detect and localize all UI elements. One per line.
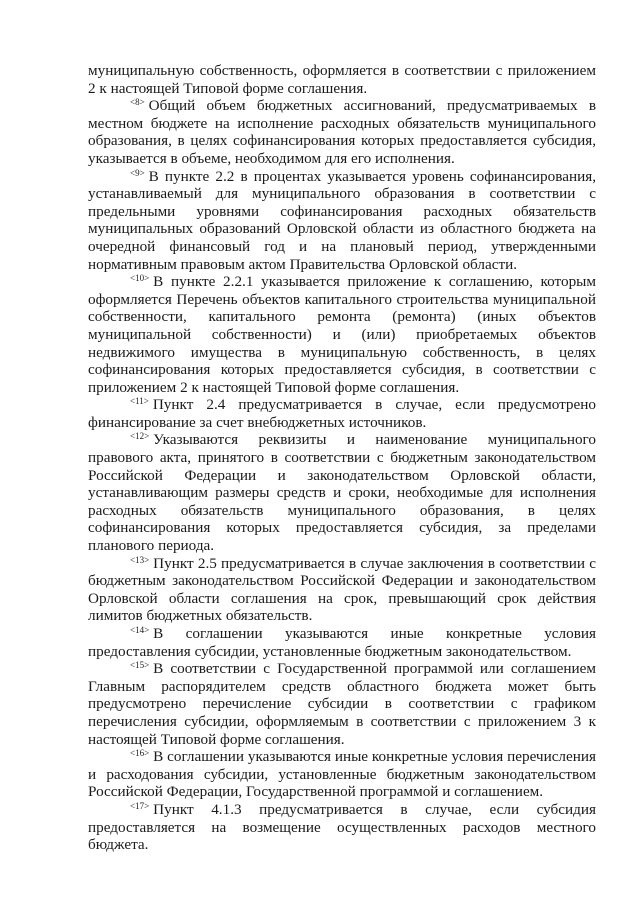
footnote-marker: <10> (130, 273, 150, 284)
footnote-marker: <8> (130, 97, 145, 108)
paragraph-text: В соглашении указываются иные конкретные условия предоставления субсидии, установленные бюджетным законодательством. (88, 625, 596, 660)
paragraph-text: В пункте 2.2 в процентах указывается уровень софинансирования, устанавливаемый для муниципального образования в соответствии с предельными уровнями софинансирования расходных обязательств муниципальных образований Орловской области из областного бюджета на очередной финансовый год и на плановый период, утвержденными нормативным правовым актом Правительства Орловской области. (88, 167, 596, 273)
footnote-marker: <13> (130, 554, 150, 565)
document-page (88, 62, 596, 854)
footnote-9 (88, 168, 596, 274)
paragraph-text: Пункт 4.1.3 предусматривается в случае, если субсидия предоставляется на возмещение осуществленных расходов местного бюджета. (88, 800, 596, 854)
footnote-marker: <9> (130, 167, 145, 178)
footnote-14 (88, 625, 596, 660)
footnote-marker: <16> (130, 748, 150, 759)
paragraph-text: Указываются реквизиты и наименование муниципального правового акта, принятого в соответствии с бюджетным законодательством Российской Федерации и законодательством Орловской области, устанавливающим размеры средств и сроки, необходимые для исполнения расходных обязательств муниципального образования, в целях софинансирования которых предоставляется субсидия, за пределами планового периода. (88, 431, 596, 555)
footnote-17 (88, 801, 596, 854)
paragraph-text: В соглашении указываются иные конкретные условия перечисления и расходования субсидии, установленные бюджетным законодательством Российской Федерации, Государственной программой и соглашением. (88, 748, 596, 801)
footnote-marker: <17> (130, 800, 150, 811)
footnote-13 (88, 555, 596, 625)
footnote-15 (88, 660, 596, 748)
footnote-marker: <11> (130, 396, 149, 407)
footnote-12 (88, 431, 596, 554)
paragraph-text: муниципальную собственность, оформляется в соответствии с приложением 2 к настоящей Типовой форме соглашения. (88, 62, 596, 97)
paragraph-text: Общий объем бюджетных ассигнований, предусматриваемых в местном бюджете на исполнение расходных обязательств муниципального образования, в целях софинансирования которых предоставляется субсидия, указывается в объеме, необходимом для его исполнения. (88, 97, 596, 167)
footnote-11 (88, 396, 596, 431)
paragraph-text: В пункте 2.2.1 указывается приложение к соглашению, которым оформляется Перечень объектов капитального строительства муниципальной собственности, капитального ремонта (ремонта) (иных объектов муниципальной собственности) и (или) приобретаемых объектов недвижимого имущества в муниципальную собственность, в целях софинансирования которых предоставляется субсидия, в соответствии с приложением 2 к настоящей Типовой форме соглашения. (88, 273, 596, 396)
paragraph-text: Пункт 2.4 предусматривается в случае, если предусмотрено финансирование за счет внебюджетных источников. (88, 396, 596, 431)
footnote-marker: <15> (130, 660, 150, 671)
paragraph-text: В соответствии с Государственной программой или соглашением Главным распорядителем средств областного бюджета может быть предусмотрено перечисление субсидии в соответствии с графиком перечисления субсидии, оформляемым в соответствии с приложением 3 к настоящей Типовой форме соглашения. (88, 660, 596, 748)
paragraph-continuation (88, 62, 596, 97)
footnote-8 (88, 97, 596, 167)
footnote-16 (88, 748, 596, 801)
paragraph-text: Пункт 2.5 предусматривается в случае заключения в соответствии с бюджетным законодательством Российской Федерации и законодательством Орловской области соглашения на срок, превышающий срок действия лимитов бюджетных обязательств. (88, 554, 596, 625)
footnote-10 (88, 273, 596, 396)
footnote-marker: <12> (130, 431, 150, 442)
footnote-marker: <14> (130, 625, 150, 635)
